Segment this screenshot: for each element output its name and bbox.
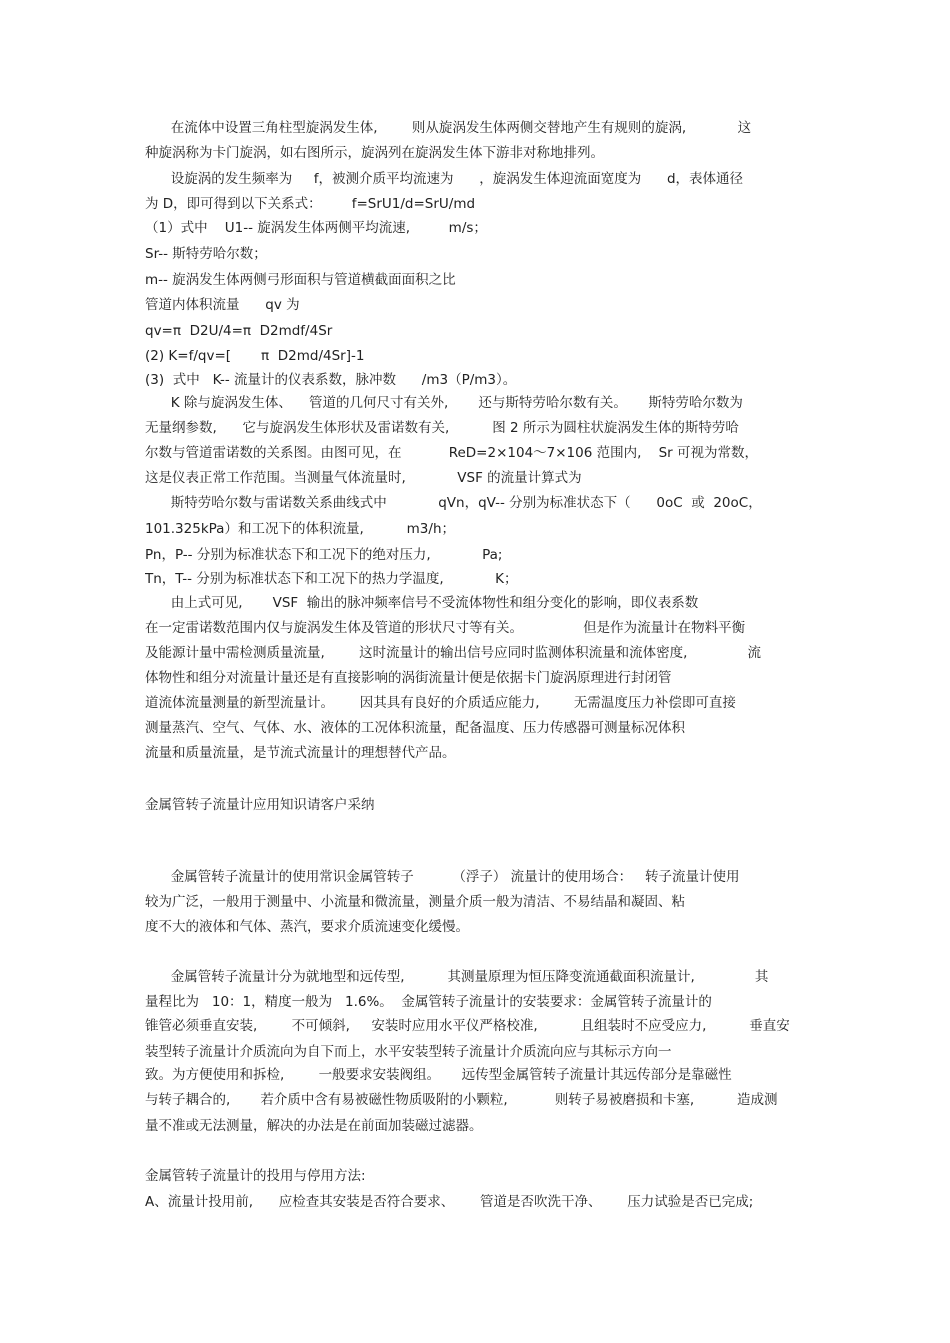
text-line: 及能源计量中需检测质量流量, 这时流量计的输出信号应同时监测体积流量和流体密度, 流 <box>145 645 761 661</box>
text-line: 在一定雷诺数范围内仅与旋涡发生体及管道的形状尺寸等有关。 但是作为流量计在物料平衡 <box>145 620 746 636</box>
text-line: 度不大的液体和气体、蒸汽，要求介质流速变化缓慢。 <box>145 919 469 935</box>
text-line: 种旋涡称为卡门旋涡，如右图所示，旋涡列在旋涡发生体下游非对称地排列。 <box>145 145 604 161</box>
text-line: Pn，P-- 分别为标准状态下和工况下的绝对压力, Pa; <box>145 547 503 563</box>
text-line: 致。为方便使用和拆检, 一般要求安装阀组。 远传型金属管转子流量计其远传部分是靠磁性 <box>145 1067 732 1083</box>
text-line: 这是仪表正常工作范围。当测量气体流量时, VSF 的流量计算式为 <box>145 470 582 486</box>
text-line: 较为广泛，一般用于测量中、小流量和微流量，测量介质一般为清洁、不易结晶和凝固、粘 <box>145 894 685 910</box>
text-line: 尔数与管道雷诺数的关系图。由图可见，在 ReD=2×104～7×106 范围内, Sr 可视为常数， <box>145 445 758 461</box>
text-line: 测量蒸汽、空气、气体、水、液体的工况体积流量，配备温度、压力传感器可测量标况体积 <box>145 720 685 736</box>
section-heading: 金属管转子流量计的投用与停用方法: <box>145 1168 366 1184</box>
text-line: K 除与旋涡发生体、 管道的几何尺寸有关外, 还与斯特劳哈尔数有关。 斯特劳哈尔数为 <box>145 395 743 411</box>
text-line: Tn，T-- 分别为标准状态下和工况下的热力学温度, K； <box>145 571 518 587</box>
text-line: 道流体流量测量的新型流量计。 因其具有良好的介质适应能力, 无需温度压力补偿即可直接 <box>145 695 736 711</box>
text-line: 由上式可见, VSF 输出的脉冲频率信号不受流体物性和组分变化的影响，即仪表系数 <box>145 595 699 611</box>
text-line: （1）式中 U1-- 旋涡发生体两侧平均流速, m/s； <box>145 220 487 236</box>
text-line: 与转子耦合的, 若介质中含有易被磁性物质吸附的小颗粒, 则转子易被磨损和卡塞, 造成测 <box>145 1092 778 1108</box>
text-line: 体物性和组分对流量计量还是有直接影响的涡街流量计便是依据卡门旋涡原理进行封闭管 <box>145 670 672 686</box>
text-line: 斯特劳哈尔数与雷诺数关系曲线式中 qVn，qV-- 分别为标准状态下（ 0oC 或 20oC， <box>145 495 762 511</box>
text-line: (2) K=f/qv=[ π D2md/4Sr]-1 <box>145 348 365 364</box>
text-line: Sr-- 斯特劳哈尔数； <box>145 246 267 262</box>
text-line: 装型转子流量计介质流向为自下而上，水平安装型转子流量计介质流向应与其标示方向一 <box>145 1044 672 1060</box>
text-line: 量不准或无法测量，解决的办法是在前面加装磁过滤器。 <box>145 1118 483 1134</box>
text-line: m-- 旋涡发生体两侧弓形面积与管道横截面面积之比 <box>145 272 456 288</box>
text-line: (3) 式中 K-- 流量计的仪表系数，脉冲数 /m3（P/m3）。 <box>145 372 517 388</box>
text-line: 101.325kPa）和工况下的体积流量, m3/h； <box>145 521 455 537</box>
text-line: 流量和质量流量，是节流式流量计的理想替代产品。 <box>145 745 456 761</box>
text-line: 金属管转子流量计的使用常识金属管转子 （浮子） 流量计的使用场合： 转子流量计使用 <box>145 869 740 885</box>
section-heading: 金属管转子流量计应用知识请客户采纳 <box>145 797 375 813</box>
text-line: 设旋涡的发生频率为 f，被测介质平均流速为 ，旋涡发生体迎流面宽度为 d，表体通径 <box>145 171 744 187</box>
text-line: 金属管转子流量计分为就地型和远传型, 其测量原理为恒压降变流通截面积流量计, 其 <box>145 969 769 985</box>
text-line: 为 D，即可得到以下关系式： f=SrU1/d=SrU/md <box>145 196 476 212</box>
text-line: qv=π D2U/4=π D2mdf/4Sr <box>145 323 333 339</box>
text-line: 量程比为 10：1，精度一般为 1.6%。 金属管转子流量计的安装要求：金属管转子流量计的 <box>145 994 712 1010</box>
text-line: 管道内体积流量 qv 为 <box>145 297 300 313</box>
text-line: 在流体中设置三角柱型旋涡发生体, 则从旋涡发生体两侧交替地产生有规则的旋涡, 这 <box>145 120 752 136</box>
text-line: 无量纲参数, 它与旋涡发生体形状及雷诺数有关, 图 2 所示为圆柱状旋涡发生体的斯特劳哈 <box>145 420 739 436</box>
text-line: 锥管必须垂直安装, 不可倾斜, 安装时应用水平仪严格校准, 且组装时不应受应力, 垂直安 <box>145 1018 790 1034</box>
text-line: A、流量计投用前, 应检查其安装是否符合要求、 管道是否吹洗干净、 压力试验是否已完成; <box>145 1194 754 1210</box>
